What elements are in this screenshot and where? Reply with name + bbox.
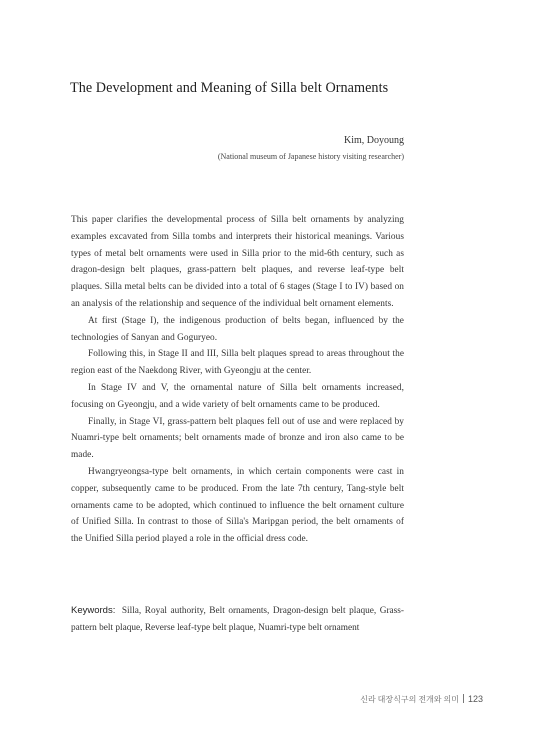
footer-divider	[463, 694, 464, 703]
abstract-paragraph: At first (Stage I), the indigenous production of belts began, influenced by the technologies of Sanyan and Goguryeo.	[71, 315, 404, 343]
author-affiliation: (National museum of Japanese history visiting researcher)	[217, 152, 404, 161]
page-footer	[360, 694, 483, 705]
abstract-body	[71, 212, 404, 548]
abstract-paragraph: This paper clarifies the developmental process of Silla belt ornaments by analyzing examples excavated from Silla tombs and interprets their historical meanings. Various types of metal belt ornaments were used in Silla prior to the mid-6th century, such as dragon-design belt plaques, grass-pattern belt plaques, and reverse leaf-type belt plaques. Silla metal belts can be divided into a total of 6 stages (Stage I to IV) based on an analysis of the relationship and sequence of the individual belt ornament elements.	[71, 215, 404, 309]
abstract-paragraph: Hwangryeongsa-type belt ornaments, in which certain components were cast in copper, subsequently came to be produced. From the late 7th century, Tang-style belt ornaments came to be adopted, which continued to influence the belt ornament culture of Unified Silla. In contrast to those of Silla's Maripgan period, the belt ornaments of the Unified Silla period played a role in the official dress code.	[71, 466, 404, 545]
keywords-label: Keywords:	[71, 605, 116, 616]
keywords-text: Silla, Royal authority, Belt ornaments, Dragon-design belt plaque, Grass-pattern belt plaque, Reverse leaf-type belt plaque, Nuamri-type belt ornament	[71, 606, 404, 633]
author-name: Kim, Doyoung	[344, 135, 404, 146]
keywords-block	[71, 602, 404, 637]
paper-title: The Development and Meaning of Silla belt Ornaments	[70, 80, 389, 96]
page-number: 123	[467, 694, 483, 704]
running-title: 신라 대장식구의 전개와 의미	[360, 695, 459, 704]
abstract-paragraph: Following this, in Stage II and III, Silla belt plaques spread to areas throughout the region east of the Naekdong River, with Gyeongju at the center.	[71, 349, 404, 377]
abstract-paragraph: Finally, in Stage VI, grass-pattern belt plaques fell out of use and were replaced by Nuamri-type belt ornaments; belt ornaments made of bronze and iron also came to be made.	[71, 416, 404, 461]
abstract-paragraph: In Stage IV and V, the ornamental nature of Silla belt ornaments increased, focusing on Gyeongju, and a wide variety of belt ornaments came to be produced.	[71, 382, 404, 410]
